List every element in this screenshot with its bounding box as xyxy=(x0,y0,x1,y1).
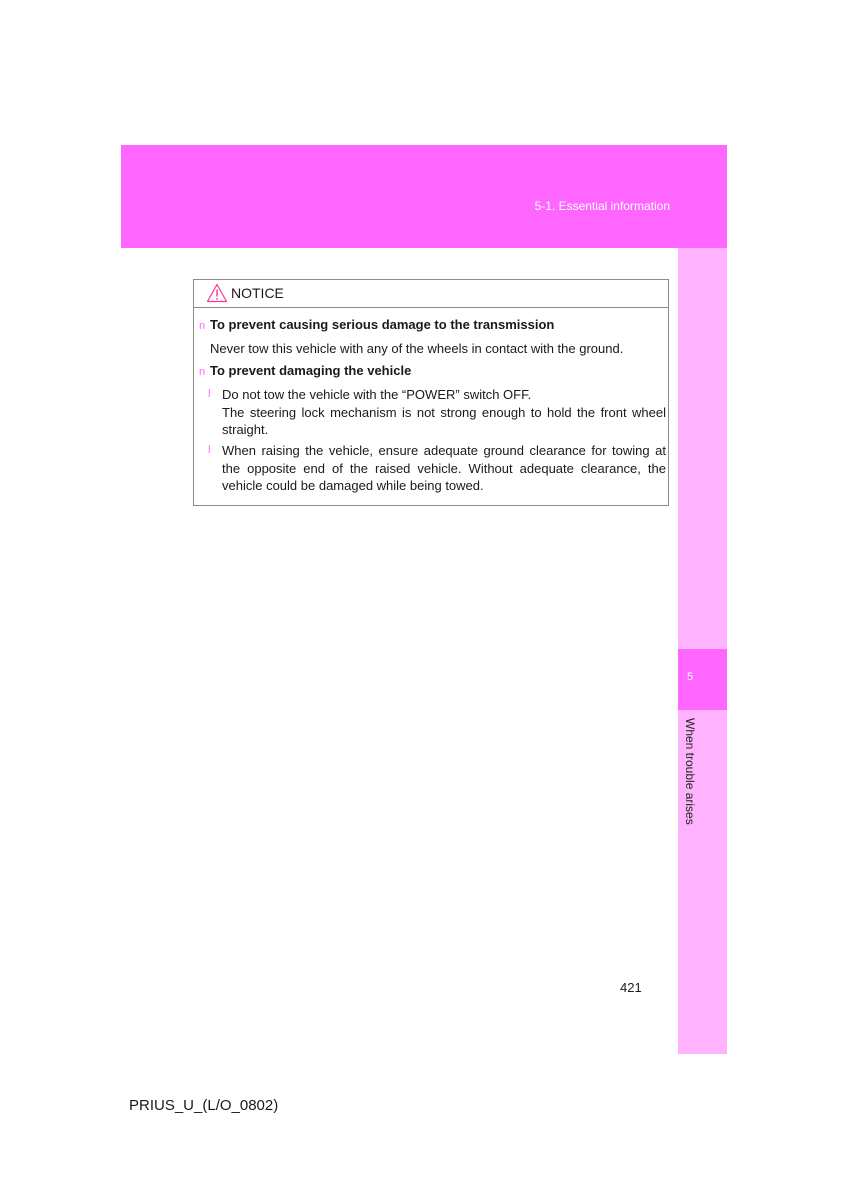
chapter-number-block xyxy=(678,649,727,710)
notice-box xyxy=(193,279,669,506)
bullet-line: Do not tow the vehicle with the “POWER” switch OFF. xyxy=(222,387,532,402)
notice-bullet-ground-clearance xyxy=(208,442,666,495)
warning-triangle-icon xyxy=(206,283,228,303)
bullet-line: The steering lock mechanism is not strong enough to hold the front wheel straight. xyxy=(222,404,666,437)
notice-title: NOTICE xyxy=(231,285,284,301)
bullet-marker: l xyxy=(208,388,211,400)
heading-text: To prevent causing serious damage to the transmission xyxy=(210,317,555,332)
heading-text: To prevent damaging the vehicle xyxy=(210,363,412,378)
notice-header xyxy=(194,280,668,308)
notice-bullet-power-switch xyxy=(208,386,666,439)
notice-body-transmission: Never tow this vehicle with any of the wheels in contact with the ground. xyxy=(210,341,624,356)
header-band xyxy=(121,145,727,248)
section-title: 5-1. Essential information xyxy=(534,199,670,213)
bullet-line: When raising the vehicle, ensure adequate ground clearance for towing at the opposite end of the raised vehicle. Without adequate clearance, the vehicle could be damaged while being towed. xyxy=(222,443,666,493)
chapter-number: 5 xyxy=(687,671,694,683)
notice-heading-transmission xyxy=(194,317,554,332)
page-number: 421 xyxy=(620,980,642,995)
bullet-marker: l xyxy=(208,444,211,456)
heading-marker: n xyxy=(198,366,206,378)
heading-marker: n xyxy=(198,320,206,332)
chapter-side-tab xyxy=(678,248,727,1054)
document-code: PRIUS_U_(L/O_0802) xyxy=(129,1097,279,1114)
chapter-title: When trouble arises xyxy=(683,718,697,825)
notice-heading-vehicle xyxy=(194,363,411,378)
